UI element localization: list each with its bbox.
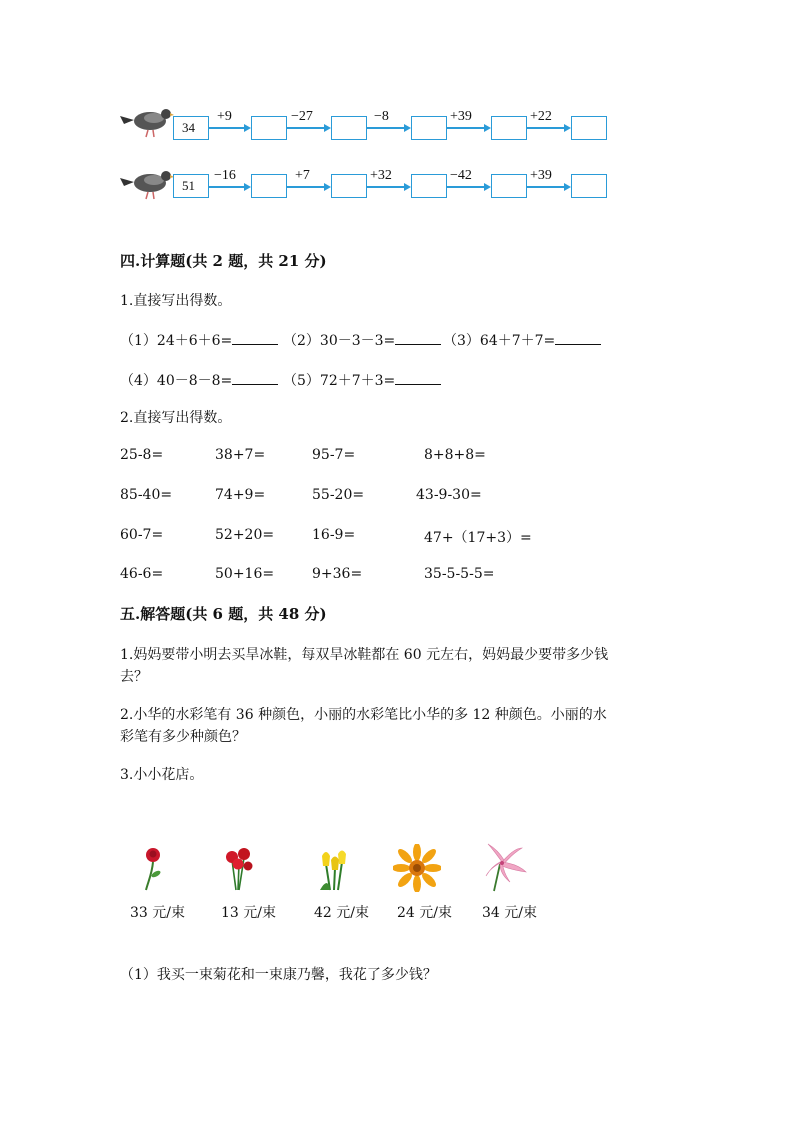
chrysanthemum-icon: [393, 844, 441, 892]
answer-blank[interactable]: [395, 330, 441, 345]
calc-cell: 43-9-30=: [416, 487, 482, 503]
flower-price: 13 元/束: [221, 905, 276, 921]
calc-item-text: （1）24＋6＋6=: [120, 333, 233, 349]
section4-title: 四.计算题(共 2 题，共 21 分): [120, 252, 327, 270]
chain-op: +9: [217, 109, 232, 124]
calc-cell: 35-5-5-5=: [424, 566, 495, 582]
pigeon-icon: [120, 104, 174, 138]
chain-op: +22: [530, 109, 552, 124]
chain-answer-box[interactable]: [571, 174, 607, 198]
chain-arrow: [287, 186, 325, 188]
chain-op: +39: [530, 168, 552, 183]
calc-cell: 25-8=: [120, 447, 164, 463]
calc-item-text: （3）64＋7＋7=: [443, 333, 556, 349]
calc-cell: 60-7=: [120, 527, 164, 543]
chain-answer-box[interactable]: [411, 174, 447, 198]
calc-cell: 9+36=: [312, 566, 363, 582]
chain-answer-box[interactable]: [411, 116, 447, 140]
chain-answer-box[interactable]: [571, 116, 607, 140]
section5-q3-sub1: （1）我买一束菊花和一束康乃馨，我花了多少钱？: [120, 967, 437, 983]
calc-cell: 8+8+8=: [424, 447, 486, 463]
chain-op: −27: [291, 109, 313, 124]
chain-arrow: [527, 127, 565, 129]
chain-arrow: [367, 186, 405, 188]
calc-cell: 47+（17+3）=: [424, 530, 532, 546]
answer-blank[interactable]: [395, 370, 441, 385]
flower-price: 24 元/束: [397, 905, 452, 921]
calc-item-text: （4）40－8－8=: [120, 373, 233, 389]
chain-op: +32: [370, 168, 392, 183]
calc-item: [283, 330, 441, 350]
calc-item-text: （2）30－3－3=: [283, 333, 396, 349]
chain-arrow: [447, 186, 485, 188]
chain-answer-box[interactable]: [491, 116, 527, 140]
chain-start-box: 34: [173, 116, 209, 140]
calc-item: [120, 370, 278, 390]
lily-icon: [484, 842, 528, 892]
chain-arrow: [527, 186, 565, 188]
calc-cell: 16-9=: [312, 527, 356, 543]
chain-op: +7: [295, 168, 310, 183]
calc-cell: 46-6=: [120, 566, 164, 582]
calc-cell: 95-7=: [312, 447, 356, 463]
chain-answer-box[interactable]: [251, 174, 287, 198]
tulip-icon: [316, 850, 354, 892]
calc-cell: 55-20=: [312, 487, 365, 503]
chain-arrow: [209, 127, 245, 129]
calc-item-text: （5）72＋7＋3=: [283, 373, 396, 389]
chain-answer-box[interactable]: [331, 116, 367, 140]
chain-op: −42: [450, 168, 472, 183]
section5-q3: 3.小小花店。: [120, 767, 204, 783]
chain-start-box: 51: [173, 174, 209, 198]
flower-price: 42 元/束: [314, 905, 369, 921]
answer-blank[interactable]: [232, 330, 278, 345]
calc-item: [120, 330, 278, 350]
carnation-icon: [222, 844, 256, 892]
chain-op: −8: [374, 109, 389, 124]
section4-q2-title: 2.直接写出得数。: [120, 410, 232, 426]
pigeon-icon: [120, 166, 174, 200]
section5-q2-line2: 彩笔有多少种颜色？: [120, 729, 246, 745]
rose-icon: [136, 844, 170, 892]
section5-q1-line1: 1.妈妈要带小明去买旱冰鞋，每双旱冰鞋都在 60 元左右，妈妈最少要带多少钱: [120, 647, 609, 663]
chain-arrow: [287, 127, 325, 129]
answer-blank[interactable]: [232, 370, 278, 385]
calc-cell: 38+7=: [215, 447, 266, 463]
chain-answer-box[interactable]: [251, 116, 287, 140]
calc-cell: 74+9=: [215, 487, 266, 503]
section5-q2-line1: 2.小华的水彩笔有 36 种颜色，小丽的水彩笔比小华的多 12 种颜色。小丽的水: [120, 707, 607, 723]
chain-answer-box[interactable]: [331, 174, 367, 198]
chain-arrow: [447, 127, 485, 129]
calc-item: [283, 370, 441, 390]
chain-answer-box[interactable]: [491, 174, 527, 198]
flower-price: 33 元/束: [130, 905, 185, 921]
chain-op: −16: [214, 168, 236, 183]
section4-q1-title: 1.直接写出得数。: [120, 293, 232, 309]
flower-price: 34 元/束: [482, 905, 537, 921]
calc-cell: 85-40=: [120, 487, 173, 503]
calc-cell: 50+16=: [215, 566, 275, 582]
chain-arrow: [209, 186, 245, 188]
answer-blank[interactable]: [555, 330, 601, 345]
chain-op: +39: [450, 109, 472, 124]
section5-title: 五.解答题(共 6 题，共 48 分): [120, 605, 327, 623]
calc-cell: 52+20=: [215, 527, 275, 543]
chain-arrow: [367, 127, 405, 129]
section5-q1-line2: 去？: [120, 669, 148, 685]
calc-item: [443, 330, 601, 350]
